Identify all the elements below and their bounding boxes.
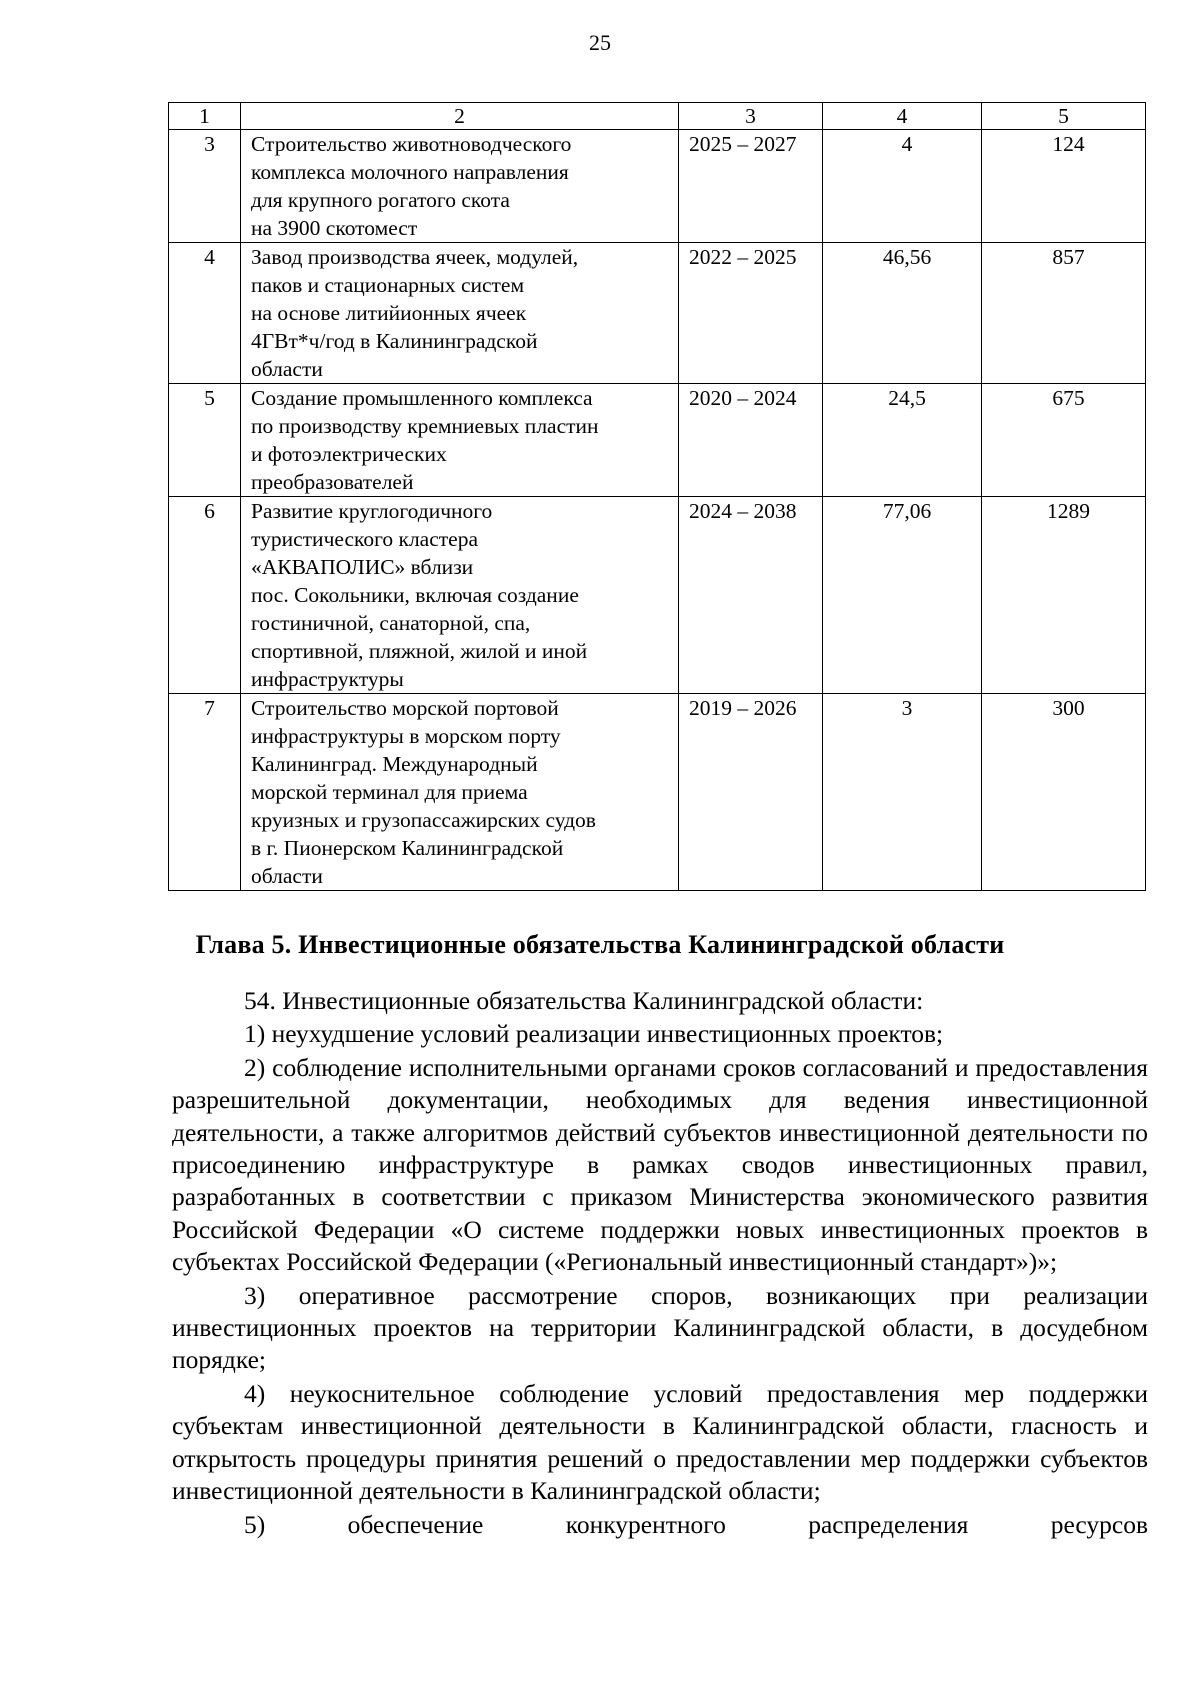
project-period: 2025 – 2027: [679, 130, 823, 243]
table-row: [169, 243, 1146, 384]
table-row: [169, 694, 1146, 891]
project-name-line: преобразователей: [251, 470, 414, 494]
project-name-line: круизных и грузопассажирских судов: [251, 808, 596, 832]
page-number: 25: [589, 30, 611, 55]
project-name-line: «АКВАПОЛИС» вблизи: [251, 555, 474, 579]
project-name-line: в г. Пионерском Калининградской: [251, 836, 564, 860]
project-name: [241, 497, 679, 694]
project-name-line: комплекса молочного направления: [251, 160, 569, 184]
row-number: 7: [169, 694, 241, 891]
investment-projects-table: [168, 102, 1146, 891]
table-row: [169, 497, 1146, 694]
table-row: [169, 130, 1146, 243]
project-name-line: спортивной, пляжной, жилой и иной: [251, 639, 588, 663]
project-name-line: области: [251, 357, 323, 381]
project-period: 2019 – 2026: [679, 694, 823, 891]
project-name-line: Завод производства ячеек, модулей,: [251, 245, 579, 269]
project-name-line: и фотоэлектрических: [251, 442, 447, 466]
column-4-value: 3: [823, 694, 982, 891]
column-5-value: 300: [982, 694, 1146, 891]
project-name: [241, 694, 679, 891]
table-body: [169, 130, 1146, 891]
project-name-line: пос. Сокольники, включая создание: [251, 583, 579, 607]
project-name-line: Строительство животноводческого: [251, 132, 572, 156]
project-period: 2024 – 2038: [679, 497, 823, 694]
project-name-line: гостиничной, санаторной, спа,: [251, 611, 531, 635]
project-name-line: инфраструктуры: [251, 667, 404, 691]
column-4-value: 4: [823, 130, 982, 243]
column-4-value: 77,06: [823, 497, 982, 694]
table-header-row: [169, 103, 1146, 130]
paragraph: 3) оперативное рассмотрение споров, возникающих при реализации инвестиционных проектов на территории Калининградской области, в досудебном порядке;: [172, 1280, 1148, 1375]
column-4-value: 46,56: [823, 243, 982, 384]
row-number: 5: [169, 384, 241, 497]
table-header-cell: 4: [823, 103, 982, 130]
project-name-line: области: [251, 864, 323, 888]
project-name-line: Строительство морской портовой: [251, 696, 559, 720]
project-name-line: на основе литийионных ячеек: [251, 301, 527, 325]
table-header-cell: 1: [169, 103, 241, 130]
row-number: 4: [169, 243, 241, 384]
column-4-value: 24,5: [823, 384, 982, 497]
project-name-line: Создание промышленного комплекса: [251, 386, 593, 410]
project-name-line: паков и стационарных систем: [251, 273, 525, 297]
paragraph: 1) неухудшение условий реализации инвестиционных проектов;: [244, 1019, 944, 1049]
project-name-line: инфраструктуры в морском порту: [251, 724, 561, 748]
paragraph: 4) неукоснительное соблюдение условий предоставления мер поддержки субъектам инвестиционной деятельности в Калининградской области, гласность и открытость процедуры принятия решений о предоставлении мер поддержки субъектов инвестиционной деятельности в Калининградской области;: [172, 1378, 1148, 1506]
project-name-line: туристического кластера: [251, 527, 478, 551]
project-period: 2022 – 2025: [679, 243, 823, 384]
chapter-title: Глава 5. Инвестиционные обязательства Калининградской области: [195, 930, 1005, 959]
paragraph: 2) соблюдение исполнительными органами сроков согласований и предоставления разрешительной документации, необходимых для ведения инвестиционной деятельности, а также алгоритмов действий субъектов инвестиционной деятельности по присоединению инфраструктуре в рамках сводов инвестиционных правил, разработанных в соответствии с приказом Министерства экономического развития Российской Федерации «О системе поддержки новых инвестиционных проектов в субъектах Российской Федерации («Региональный инвестиционный стандарт»)»;: [172, 1052, 1148, 1277]
project-name-line: морской терминал для приема: [251, 780, 528, 804]
column-5-value: 857: [982, 243, 1146, 384]
table-header-cell: 2: [241, 103, 679, 130]
row-number: 6: [169, 497, 241, 694]
column-5-value: 1289: [982, 497, 1146, 694]
project-name-line: Калининград. Международный: [251, 752, 538, 776]
table-header-cell: 5: [982, 103, 1146, 130]
paragraph: 5) обеспечение конкурентного распределения ресурсов: [244, 1509, 1148, 1539]
table-header-cell: 3: [679, 103, 823, 130]
project-name-line: для крупного рогатого скота: [251, 188, 510, 212]
project-name-line: по производству кремниевых пластин: [251, 414, 599, 438]
table-row: [169, 384, 1146, 497]
column-5-value: 675: [982, 384, 1146, 497]
row-number: 3: [169, 130, 241, 243]
project-name: [241, 243, 679, 384]
project-name-line: на 3900 скотомест: [251, 216, 418, 240]
body-text: [172, 985, 1148, 1541]
project-name: [241, 130, 679, 243]
project-name-line: 4ГВт*ч/год в Калининградской: [251, 329, 538, 353]
project-name: [241, 384, 679, 497]
column-5-value: 124: [982, 130, 1146, 243]
project-name-line: Развитие круглогодичного: [251, 499, 493, 523]
project-period: 2020 – 2024: [679, 384, 823, 497]
paragraph: 54. Инвестиционные обязательства Калининградской области:: [244, 986, 924, 1015]
